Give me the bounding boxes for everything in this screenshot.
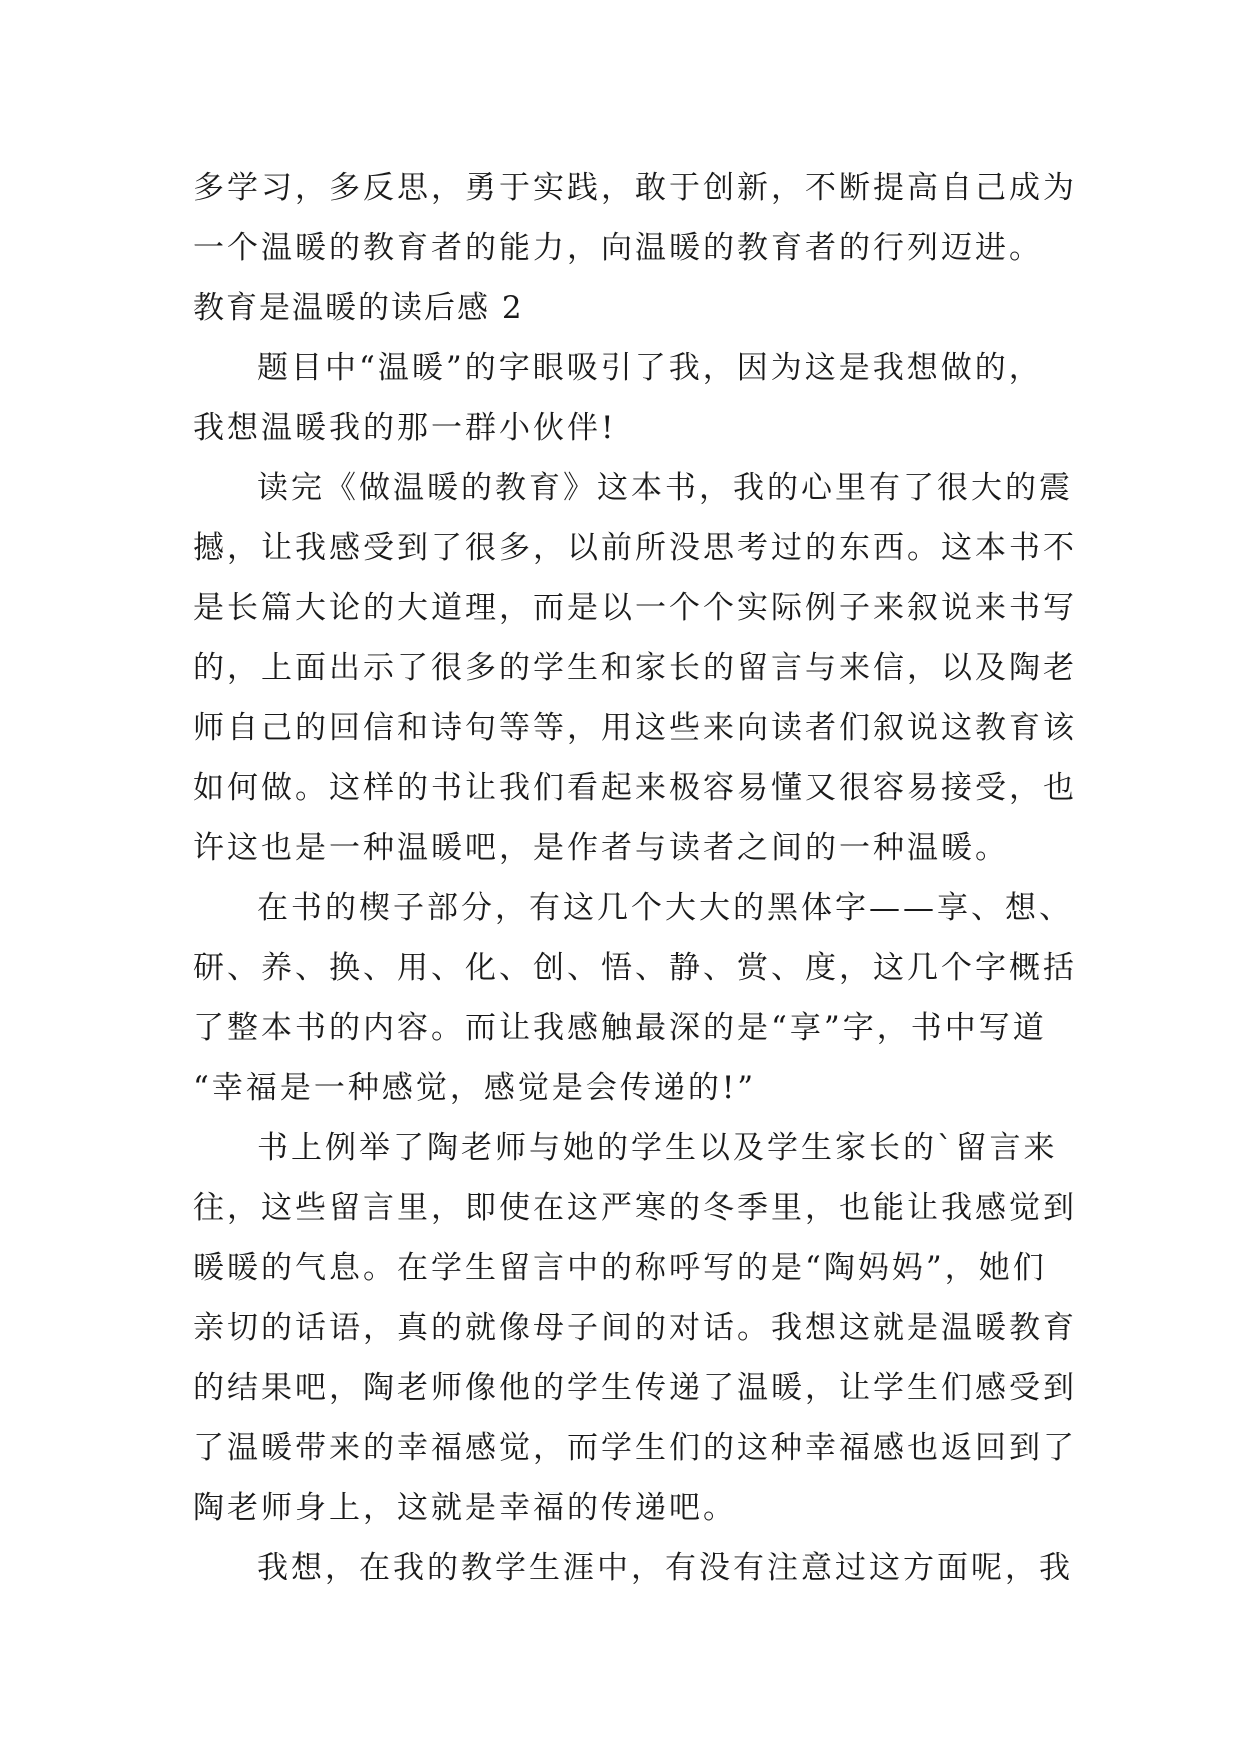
paragraph-first-line: 在书的楔子部分，有这几个大大的黑体字——享、想、 bbox=[257, 890, 1073, 926]
paragraph-first-line: 读完《做温暖的教育》这本书，我的心里有了很大的震 bbox=[257, 470, 1073, 506]
text-line: 了温暖带来的幸福感觉，而学生们的这种幸福感也返回到了 bbox=[193, 1430, 1077, 1466]
text-line: 我想温暖我的那一群小伙伴! bbox=[193, 410, 617, 446]
section-heading: 教育是温暖的读后感 2 bbox=[193, 290, 524, 326]
text-line: 撼，让我感受到了很多，以前所没思考过的东西。这本书不 bbox=[193, 530, 1077, 566]
text-line: 师自己的回信和诗句等等，用这些来向读者们叙说这教育该 bbox=[193, 710, 1077, 746]
document-body bbox=[193, 158, 1077, 1598]
text-line: 了整本书的内容。而让我感触最深的是“享”字，书中写道 bbox=[193, 1010, 1047, 1046]
text-line: 陶老师身上，这就是幸福的传递吧。 bbox=[193, 1490, 737, 1526]
text-line: 暖暖的气息。在学生留言中的称呼写的是“陶妈妈”，她们 bbox=[193, 1250, 1047, 1286]
text-line: 的，上面出示了很多的学生和家长的留言与来信，以及陶老 bbox=[193, 650, 1077, 686]
text-line: 的结果吧，陶老师像他的学生传递了温暖，让学生们感受到 bbox=[193, 1370, 1077, 1406]
text-line: 亲切的话语，真的就像母子间的对话。我想这就是温暖教育 bbox=[193, 1310, 1077, 1346]
text-line: 多学习，多反思，勇于实践，敢于创新，不断提高自己成为 bbox=[193, 170, 1077, 206]
paragraph-first-line: 题目中“温暖”的字眼吸引了我，因为这是我想做的， bbox=[257, 350, 1043, 386]
paragraph-first-line: 我想，在我的教学生涯中，有没有注意过这方面呢，我 bbox=[257, 1550, 1073, 1586]
text-line: 如何做。这样的书让我们看起来极容易懂又很容易接受，也 bbox=[193, 770, 1077, 806]
text-line: 往，这些留言里，即使在这严寒的冬季里，也能让我感觉到 bbox=[193, 1190, 1077, 1226]
text-line: 许这也是一种温暖吧，是作者与读者之间的一种温暖。 bbox=[193, 830, 1009, 866]
text-line: 研、养、换、用、化、创、悟、静、赏、度，这几个字概括 bbox=[193, 950, 1077, 986]
text-line: 一个温暖的教育者的能力，向温暖的教育者的行列迈进。 bbox=[193, 230, 1043, 266]
text-line: “幸福是一种感觉，感觉是会传递的!” bbox=[193, 1070, 757, 1106]
paragraph-first-line: 书上例举了陶老师与她的学生以及学生家长的`留言来 bbox=[257, 1130, 1058, 1166]
text-line: 是长篇大论的大道理，而是以一个个实际例子来叙说来书写 bbox=[193, 590, 1077, 626]
